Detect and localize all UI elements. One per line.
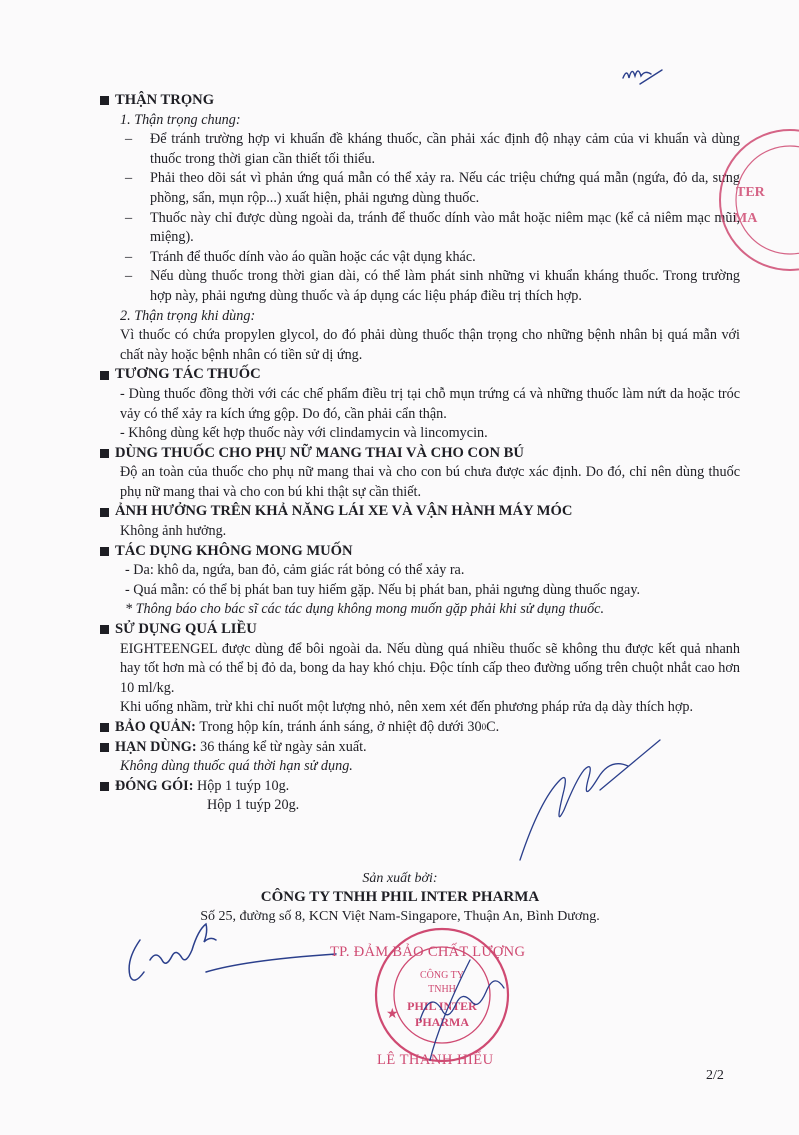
partial-company-stamp xyxy=(720,130,799,270)
overdose-text-1: EIGHTEENGEL được dùng để bôi ngoài da. Nếu dùng quá nhiều thuốc sẽ không thu được kết quả nhanh hay tốt hơn mà có thể bị đỏ da, bong da hay khó chịu. Độc tính cấp theo đường uống trên chuột nhắt cao hơn 10 ml/kg. xyxy=(120,640,740,696)
usage-precautions-text: Vì thuốc có chứa propylen glycol, do đó phải dùng thuốc thận trọng cho những bệnh nhân bị quá mẫn với chất này hoặc bệnh nhân có tiền sử dị ứng. xyxy=(120,327,740,363)
stamp-line-4: PHARMA xyxy=(415,1015,469,1029)
driving-text: Không ảnh hưởng. xyxy=(120,523,227,540)
overdose-heading: SỬ DỤNG QUÁ LIỀU xyxy=(100,620,740,640)
initials-signature xyxy=(623,70,662,84)
interactions-line-2: - Không dùng kết hợp thuốc này với clindamycin và lincomycin. xyxy=(120,425,488,442)
svg-text:MA: MA xyxy=(734,211,758,226)
list-item: – Thuốc này chỉ được dùng ngoài da, tránh để thuốc dính vào mắt hoặc niêm mạc (kể cả niêm mạc mũi, miệng). xyxy=(125,209,740,246)
svg-text:TER: TER xyxy=(736,185,765,200)
storage-suffix: C. xyxy=(486,719,500,735)
page-number: 2/2 xyxy=(706,1068,724,1083)
side-effects-line-2: - Quá mẫn: có thể bị phát ban tuy hiếm gặp. Nếu bị phát ban, phải ngưng dùng thuốc ngay. xyxy=(125,581,641,598)
usage-precautions-subtitle: 2. Thận trọng khi dùng: xyxy=(120,307,256,324)
stamp-line-3: PHIL INTER xyxy=(407,999,477,1013)
driving-heading: ẢNH HƯỞNG TRÊN KHẢ NĂNG LÁI XE VÀ VẬN HÀNH MÁY MÓC xyxy=(100,502,740,522)
svg-text:★: ★ xyxy=(386,1007,399,1022)
qa-manager-title: TP. ĐẢM BẢO CHẤT LƯỢNG xyxy=(330,944,526,960)
interactions-heading: TƯƠNG TÁC THUỐC xyxy=(100,365,740,385)
producer-label: Sản xuất bởi: xyxy=(362,871,438,886)
packaging-line-1: Hộp 1 tuýp 10g. xyxy=(196,777,290,794)
pregnancy-heading: DÙNG THUỐC CHO PHỤ NỮ MANG THAI VÀ CHO CON BÚ xyxy=(100,444,740,464)
stamp-line-2: TNHH xyxy=(428,984,456,995)
expiry-note: Không dùng thuốc quá thời hạn sử dụng. xyxy=(120,758,353,775)
company-name: CÔNG TY TNHH PHIL INTER PHARMA xyxy=(260,889,540,905)
expiry-title: HẠN DÙNG: xyxy=(115,738,197,755)
side-effects-heading: TÁC DỤNG KHÔNG MONG MUỐN xyxy=(100,542,740,562)
company-address: Số 25, đường số 8, KCN Việt Nam-Singapore, Thuận An, Bình Dương. xyxy=(200,909,600,924)
list-item: – Tránh để thuốc dính vào áo quần hoặc các vật dụng khác. xyxy=(125,248,476,265)
storage-degree: 0 xyxy=(481,722,487,732)
stamp-line-1: CÔNG TY xyxy=(420,970,464,981)
overdose-text-2: Khi uống nhầm, trừ khi chỉ nuốt một lượng nhỏ, nên xem xét đến phương pháp rửa dạ dày thích hợp. xyxy=(120,699,693,716)
side-effects-line-1: - Da: khô da, ngứa, ban đỏ, cảm giác rát bỏng có thể xảy ra. xyxy=(125,562,465,579)
qa-manager-name: LÊ THANH HIẾU xyxy=(377,1052,494,1068)
general-precautions-subtitle: 1. Thận trọng chung: xyxy=(120,111,241,128)
packaging-line-2: Hộp 1 tuýp 20g. xyxy=(207,797,300,814)
approval-signature xyxy=(520,740,660,860)
author-signature xyxy=(129,924,336,980)
list-item: – Để tránh trường hợp vi khuẩn đề kháng thuốc, cần phải xác định độ nhạy cảm của vi khuẩn và dùng thuốc trong thời gian cần thiết tối thiểu. xyxy=(125,131,740,167)
storage-title: BẢO QUẢN: xyxy=(115,719,196,735)
interactions-line-1: - Dùng thuốc đồng thời với các chế phẩm điều trị tại chỗ mụn trứng cá và những thuốc làm nứt da hoặc tróc vảy có thể xảy ra kích ứng gộp. Do đó, cần phải cẩn thận. xyxy=(120,385,740,422)
packaging-title: ĐÓNG GÓI: xyxy=(115,777,194,794)
precautions-heading: THẬN TRỌNG xyxy=(100,91,740,111)
list-item: – Nếu dùng thuốc trong thời gian dài, có thể làm phát sinh những vi khuẩn kháng thuốc. Trong trường hợp này, phải ngưng dùng thuốc và áp dụng các liệu pháp điều trị thích hợp. xyxy=(125,268,740,304)
list-item: – Phải theo dõi sát vì phản ứng quá mẫn có thể xảy ra. Nếu các triệu chứng quá mẫn (ngứa, đỏ da, sưng phồng, sẩn, mụn rộp...) xuất hiện, phải ngưng dùng thuốc. xyxy=(125,170,740,206)
storage-text: Trong hộp kín, tránh ánh sáng, ở nhiệt độ dưới 30 xyxy=(199,719,482,735)
expiry-text: 36 tháng kể từ ngày sản xuất. xyxy=(200,738,367,755)
pregnancy-text: Độ an toàn của thuốc cho phụ nữ mang thai và cho con bú chưa được xác định. Do đó, chỉ nên dùng thuốc phụ nữ mang thai và cho con bú khi thật sự cần thiết. xyxy=(120,464,740,500)
side-effects-note: * Thông báo cho bác sĩ các tác dụng không mong muốn gặp phải khi sử dụng thuốc. xyxy=(125,601,605,618)
